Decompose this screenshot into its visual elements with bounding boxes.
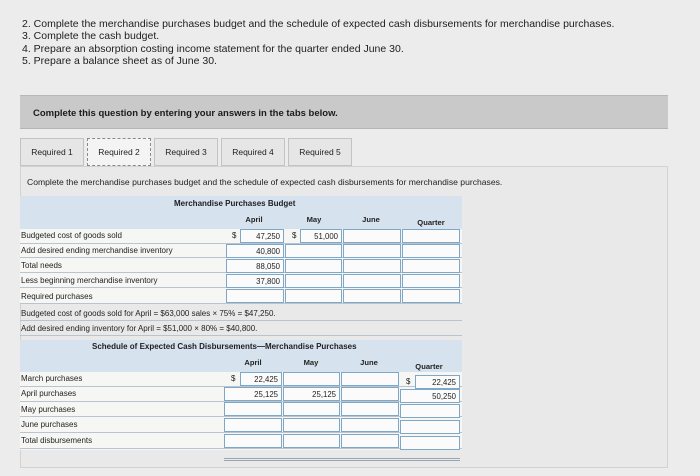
ending-inventory-april-input[interactable]: 40,800 bbox=[226, 244, 284, 258]
total-needs-june-input[interactable] bbox=[343, 259, 401, 273]
required-purchases-april-input[interactable] bbox=[226, 289, 284, 303]
june-purchases-april-input[interactable] bbox=[224, 418, 282, 432]
row-label: Add desired ending merchandise inventory bbox=[21, 246, 173, 255]
ending-inventory-may-input[interactable] bbox=[285, 244, 342, 258]
column-header-june: June bbox=[362, 215, 380, 224]
march-purchases-april-input[interactable]: 22,425 bbox=[240, 372, 282, 386]
tab-required-2[interactable]: Required 2 bbox=[87, 138, 151, 166]
row-label: Required purchases bbox=[21, 292, 93, 301]
column-header-may: May bbox=[303, 358, 319, 367]
total-needs-may-input[interactable] bbox=[285, 259, 342, 273]
row-label: June purchases bbox=[21, 420, 78, 429]
cogs-quarter-input[interactable] bbox=[402, 229, 460, 243]
row-divider bbox=[20, 303, 462, 304]
column-header-may: May bbox=[306, 215, 322, 224]
column-header-april: April bbox=[244, 358, 262, 367]
total-disbursements-quarter-input[interactable] bbox=[400, 436, 460, 450]
purchases-budget-title: Merchandise Purchases Budget bbox=[174, 199, 296, 208]
june-purchases-may-input[interactable] bbox=[283, 418, 340, 432]
row-divider bbox=[20, 320, 462, 321]
row-label: Total disbursements bbox=[21, 436, 93, 445]
row-label: May purchases bbox=[21, 405, 76, 414]
row-label: Budgeted cost of goods sold bbox=[21, 231, 122, 240]
currency-symbol: $ bbox=[292, 231, 297, 240]
required-purchases-may-input[interactable] bbox=[285, 289, 342, 303]
currency-symbol: $ bbox=[231, 374, 236, 383]
beginning-inventory-may-input[interactable] bbox=[285, 274, 342, 288]
may-purchases-quarter-input[interactable] bbox=[400, 404, 460, 418]
cogs-april-input[interactable]: 47,250 bbox=[240, 229, 284, 243]
instruction-line: 5. Prepare a balance sheet as of June 30. bbox=[22, 55, 217, 68]
required-purchases-quarter-input[interactable] bbox=[402, 289, 460, 303]
tab-required-4[interactable]: Required 4 bbox=[221, 138, 285, 166]
cogs-june-input[interactable] bbox=[343, 229, 401, 243]
march-purchases-may-input[interactable] bbox=[283, 372, 340, 386]
column-header-quarter: Quarter bbox=[417, 218, 445, 227]
june-purchases-june-input[interactable] bbox=[341, 418, 399, 432]
column-header-quarter: Quarter bbox=[415, 362, 443, 371]
april-purchases-may-input[interactable]: 25,125 bbox=[283, 387, 340, 401]
total-disbursements-june-input[interactable] bbox=[341, 434, 399, 448]
march-purchases-quarter-input[interactable]: 22,425 bbox=[415, 375, 460, 389]
tab-bar bbox=[20, 138, 355, 166]
tab-required-1[interactable]: Required 1 bbox=[20, 138, 84, 166]
instructions bbox=[22, 18, 682, 68]
row-divider bbox=[20, 416, 462, 417]
row-label: Total needs bbox=[21, 261, 62, 270]
total-needs-april-input[interactable]: 88,050 bbox=[226, 259, 284, 273]
april-purchases-june-input[interactable] bbox=[341, 387, 399, 401]
beginning-inventory-april-input[interactable]: 37,800 bbox=[226, 274, 284, 288]
ending-inventory-june-input[interactable] bbox=[343, 244, 401, 258]
currency-symbol: $ bbox=[232, 231, 237, 240]
april-purchases-april-input[interactable]: 25,125 bbox=[224, 387, 282, 401]
tab-required-5[interactable]: Required 5 bbox=[288, 138, 352, 166]
column-header-april: April bbox=[245, 215, 263, 224]
calculation-note: Budgeted cost of goods sold for April = $63,000 sales × 75% = $47,250. bbox=[21, 309, 276, 318]
required-purchases-june-input[interactable] bbox=[343, 289, 401, 303]
instruction-line: 2. Complete the merchandise purchases budget and the schedule of expected cash disbursements for merchandise purchases. bbox=[22, 18, 615, 30]
total-disbursements-may-input[interactable] bbox=[283, 434, 340, 448]
june-purchases-quarter-input[interactable] bbox=[400, 420, 460, 434]
row-divider bbox=[20, 432, 462, 433]
total-needs-quarter-input[interactable] bbox=[402, 259, 460, 273]
currency-symbol: $ bbox=[406, 377, 411, 386]
tab-required-3[interactable]: Required 3 bbox=[154, 138, 218, 166]
calculation-note: Add desired ending inventory for April = $51,000 × 80% = $40,800. bbox=[21, 324, 258, 333]
beginning-inventory-quarter-input[interactable] bbox=[402, 274, 460, 288]
instruction-line: 4. Prepare an absorption costing income statement for the quarter ended June 30. bbox=[22, 42, 404, 55]
row-divider bbox=[20, 448, 462, 449]
cogs-may-input[interactable]: 51,000 bbox=[300, 229, 342, 243]
question-prompt: Complete the merchandise purchases budget and the schedule of expected cash disbursements for merchandise purchases. bbox=[27, 177, 503, 187]
april-purchases-quarter-input[interactable]: 50,250 bbox=[400, 389, 460, 403]
total-double-underline bbox=[224, 458, 460, 461]
row-label: April purchases bbox=[21, 389, 77, 398]
row-label: March purchases bbox=[21, 374, 83, 383]
march-purchases-june-input[interactable] bbox=[341, 372, 399, 386]
may-purchases-may-input[interactable] bbox=[283, 402, 340, 416]
column-header-june: June bbox=[360, 358, 378, 367]
may-purchases-april-input[interactable] bbox=[224, 402, 282, 416]
ending-inventory-quarter-input[interactable] bbox=[402, 244, 460, 258]
total-disbursements-april-input[interactable] bbox=[224, 434, 282, 448]
instructions-banner: Complete this question by entering your answers in the tabs below. bbox=[20, 95, 668, 129]
beginning-inventory-june-input[interactable] bbox=[343, 274, 401, 288]
disbursements-title: Schedule of Expected Cash Disbursements—Merchandise Purchases bbox=[92, 342, 357, 351]
row-label: Less beginning merchandise inventory bbox=[21, 276, 158, 285]
instruction-line: 3. Complete the cash budget. bbox=[22, 30, 160, 43]
row-divider bbox=[20, 335, 462, 336]
may-purchases-june-input[interactable] bbox=[341, 402, 399, 416]
